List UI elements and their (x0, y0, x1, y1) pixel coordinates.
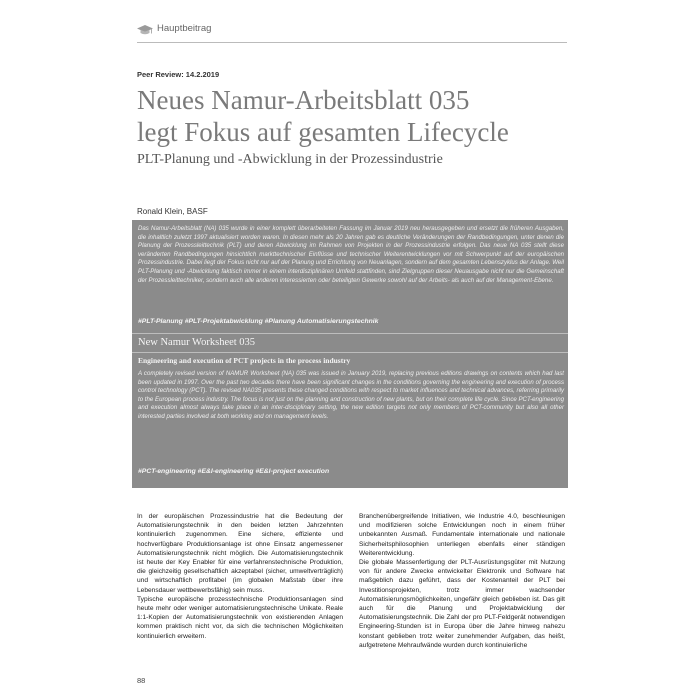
article-title (137, 84, 577, 148)
section-label: Hauptbeitrag (157, 23, 212, 34)
abstract-english: A completely revised version of NAMUR Worksheet (NA) 035 was issued in January 2019, replacing previous editions drawings on contents which had last been updated in 1997. Over the past two decades there have been significant changes in the conditions governing the engineering and execution of process control technology (PCT). The revised NA035 presents these changed conditions with respect to market influences and technical advances, referring primarily to the European process industry. The focus is not just on the planning and construction of new plants, but on their complete life cycle. Since PCT-engineering and execution almost always take place in an inter-disciplinary setting, the new edition targets not only members of PCT-community but also all other interested parties involved at both working and on management levels. (138, 370, 564, 420)
body-column-left (137, 512, 343, 641)
article-subtitle: PLT-Planung und -Abwicklung in der Prozessindustrie (137, 152, 443, 167)
keywords-english: #PCT-engineering #E&I-engineering #E&I-project execution (138, 468, 330, 475)
body-paragraph: In der europäischen Prozessindustrie hat die Bedeutung der Automatisierungstechnik in den beiden letzten Jahrzehnten kontinuierlich zugenommen. Eine sichere, effiziente und hochverfügbare Produktionsanlage ist ohne Einsatz angemessener Automatisierungstechnik nicht möglich. Die Automatisierungstechnik ist heute der Key Enabler für eine verfahrenstechnische Produktion, die gleichzeitig gesellschaftlich akzeptabel (sicher, umweltverträglich) und wirtschaftlich profitabel (im globalen Maßstab über ihre Lebensdauer wettbewerbsfähig) sein muss. (137, 513, 343, 594)
english-title-divider (132, 352, 568, 353)
keywords-german: #PLT-Planung #PLT-Projektabwicklung #Planung Automatisierungstechnik (138, 318, 379, 325)
page-number: 88 (137, 676, 146, 685)
header-divider (137, 42, 567, 43)
author: Ronald Klein, BASF (137, 207, 208, 216)
body-paragraph: Branchenübergreifende Initiativen, wie Industrie 4.0, beschleunigen und modifizieren solche Entwicklungen noch in einem früher unbekannten Ausmaß. Fundamentale internationale und nationale Sicherheitsphilosophien unterliegen ebenfalls einer ständigen Weiterentwicklung. (359, 513, 565, 557)
english-title: New Namur Worksheet 035 (138, 337, 256, 348)
body-column-right (359, 512, 565, 650)
body-paragraph: Typische europäische prozesstechnische Produktionsanlagen sind heute mehr oder weniger automatisierungstechnische Unikate. Reale 1:1-Kopien der Automatisierungstechnik von existierenden Anlagen kommen praktisch nicht vor, da sich die technischen Möglichkeiten kontinuierlich erweitern. (137, 595, 343, 640)
section-header (137, 20, 567, 42)
abstract-german: Das Namur-Arbeitsblatt (NA) 035 wurde in einer komplett überarbeiteten Fassung im Januar 2019 neu herausgegeben und ersetzt die früheren Ausgaben, die inhaltlich zuletzt 1997 aktualisiert worden waren. In diesen mehr als 20 Jahren gab es deutliche Veränderungen der Randbedingungen, unter denen die Planung der Prozessleittechnik (PLT) und deren Abwicklung im Rahmen von Projekten in der Prozessindustrie erfolgen. Das neue NA 035 stellt diese veränderten Randbedingungen hinsichtlich markttechnischer Einflüsse und technischer Weiterentwicklungen vor mit Schwerpunkt auf der europäischen Prozessindustrie. Dabei liegt der Fokus nicht nur auf der Planung und Errichtung von Neuanlagen, sondern auf dem gesamten Lebenszyklus der Anlage. Weil PLT-Planung und -Abwicklung faktisch immer in einem interdisziplinären Umfeld stattfinden, sind Zielgruppen dieser Neuausgabe nicht nur die Gemeinschaft der Prozessleittechniker, sondern auch alle anderen interessierten oder beteiligten Gewerke sowohl auf der Arbeits- als auch auf der Management-Ebene. (138, 225, 564, 284)
graduation-cap-icon (137, 24, 153, 36)
body-paragraph: Die globale Massenfertigung der PLT-Ausrüstungsgüter mit Nutzung von für andere Zwecke entwickelter Elektronik und Software hat maßgeblich dazu geführt, dass der Kostenanteil der PLT bei Investitionsprojekten, trotz immer wachsender Automatisierungsmöglichkeiten, ungefähr gleich geblieben ist. Das gilt auch für die Planung und Projektabwicklung der Automatisierungstechnik. Die Zahl der pro PLT-Feldgerät notwendigen Engineering-Stunden ist in Europa über die Jahre hinweg nahezu konstant geblieben trotz weiter zunehmender Aufgaben, das heißt, aufgetretene Mehraufwände wurden durch kontinuierliche (359, 559, 565, 649)
abstract-divider (132, 333, 568, 334)
peer-review-date: Peer Review: 14.2.2019 (137, 70, 220, 79)
title-line-2: legt Fokus auf gesamten Lifecycle (137, 117, 509, 147)
title-line-1: Neues Namur-Arbeitsblatt 035 (137, 85, 470, 115)
english-subtitle: Engineering and execution of PCT projects in the process industry (138, 356, 351, 365)
